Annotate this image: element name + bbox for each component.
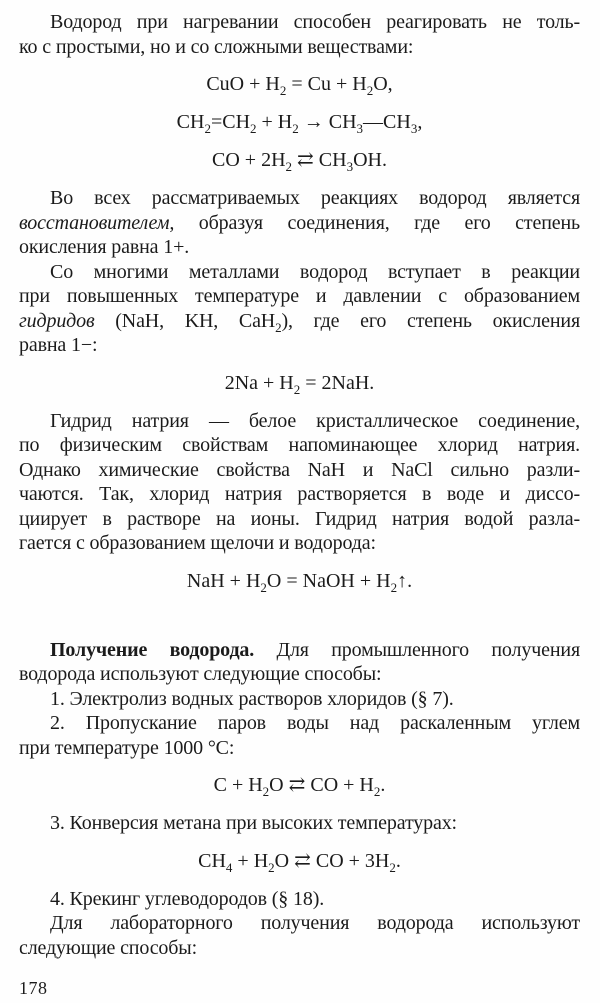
text-line: 4. Крекинг углеводородов (§ 18). [50, 887, 325, 910]
text-line: следующие способы: [19, 936, 197, 959]
text-line: 1. Электролиз водных растворов хлоридов (§ 7). [50, 687, 454, 710]
equation-line: CO + $2H_2$ ⇄ $CH_3OH$. [212, 149, 387, 174]
text-line: Гидрид натрия — белое кристаллическое соединение, [50, 409, 580, 432]
text-line: Во всех рассматриваемых реакциях водород является [50, 187, 580, 209]
text-line: 2. Пропускание паров воды над раскаленным углем [50, 712, 580, 734]
text-line: циирует в растворе на ионы. Гидрид натрия водой разла- [19, 507, 580, 530]
page-number: 178 [19, 978, 48, 998]
text-line: ко с простыми, но и со сложными веществами: [19, 35, 414, 58]
equation-line: $CH_2=CH_2 + H_2$ → $CH_3—CH_3$, [176, 111, 423, 136]
text-line: гидридов (NaH, KH, CaH$_2$), где его степень окисления [19, 309, 580, 335]
text-line: при температуре 1000 °С: [19, 736, 235, 759]
text-line: по физическим свойствам напоминающее хлорид натрия. [19, 434, 580, 456]
text-line: Со многими металлами водород вступает в реакции [50, 260, 580, 283]
text-line: Водород при нагревании способен реагировать не толь- [50, 11, 580, 33]
text-line: окисления равна 1+. [19, 236, 190, 258]
page-body [19, 10, 580, 960]
text-line: Однако химические свойства NaH и NaCl сильно разли- [19, 458, 580, 481]
text-line: при повышенных температуре и давлении с образованием [19, 285, 580, 307]
text-line: водорода используют следующие способы: [19, 663, 382, 685]
text-line: чаются. Так, хлорид натрия растворяется в воде и диссо- [19, 483, 580, 505]
equation-line: $2Na + H_2 = 2NaH$. [224, 371, 375, 397]
text-line: равна 1−: [19, 334, 98, 356]
equation-line: NaH + $H_2O$ = NaOH + $H_2↑$. [186, 569, 413, 595]
text-line: Для лабораторного получения водорода используют [50, 912, 580, 934]
equation-line: $C + H_2O$ ⇄ CO + $H_2$. [213, 774, 386, 799]
text-line: Получение водорода. Для промышленного получения [50, 638, 580, 661]
text-line: 3. Конверсия метана при высоких температурах: [50, 812, 457, 834]
equation-line: CuO + $H_2 = Cu + H_2O$, [206, 73, 393, 98]
text-line: гается с образованием щелочи и водорода: [19, 532, 376, 554]
equation-line: $CH_4 + H_2O$ ⇄ CO + $3H_2$. [198, 849, 401, 875]
text-line: восстановителем, образуя соединения, где его степень [19, 211, 580, 234]
